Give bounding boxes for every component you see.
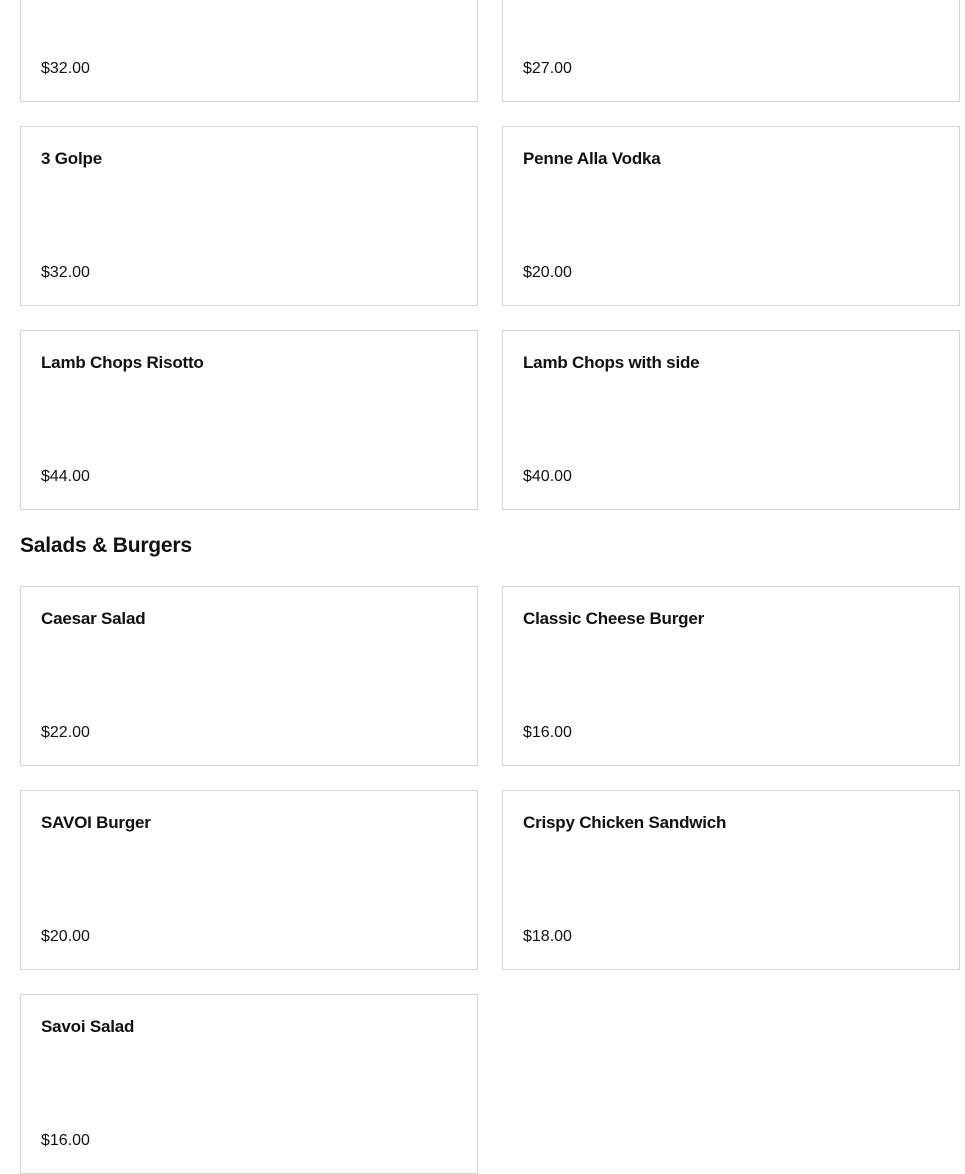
menu-item-name: Crispy Chicken Sandwich (523, 813, 727, 832)
menu-item-card[interactable] (502, 330, 960, 510)
menu-item-name: 3 Golpe (41, 149, 102, 168)
menu-item-card[interactable] (20, 790, 478, 970)
section-heading: Salads & Burgers (20, 534, 192, 557)
menu-item-price: $32.00 (41, 264, 90, 281)
menu-item-card[interactable] (502, 790, 960, 970)
menu-item-price: $20.00 (41, 928, 90, 945)
menu-item-price: $22.00 (41, 724, 90, 741)
menu-item-name: Lamb Chops with side (523, 353, 700, 372)
menu-item-card[interactable] (20, 994, 478, 1174)
menu-item-card[interactable] (20, 126, 478, 306)
menu-item-name: Classic Cheese Burger (523, 609, 704, 628)
menu-item-price: $20.00 (523, 264, 572, 281)
menu-item-price: $16.00 (41, 1132, 90, 1149)
menu-item-name: Penne Alla Vodka (523, 149, 661, 168)
menu-item-price: $27.00 (523, 60, 572, 77)
menu-item-card[interactable] (20, 0, 478, 102)
menu-item-price: $18.00 (523, 928, 572, 945)
menu-item-card[interactable] (20, 330, 478, 510)
menu-item-price: $32.00 (41, 60, 90, 77)
menu-item-price: $44.00 (41, 468, 90, 485)
menu-item-card[interactable] (502, 126, 960, 306)
menu-item-price: $40.00 (523, 468, 572, 485)
menu-item-name: Lamb Chops Risotto (41, 353, 204, 372)
menu-item-card[interactable] (20, 586, 478, 766)
menu-item-name: SAVOI Burger (41, 813, 151, 832)
menu-item-card[interactable] (502, 0, 960, 102)
menu-item-name: Savoi Salad (41, 1017, 135, 1036)
menu-item-card[interactable] (502, 586, 960, 766)
menu-item-name: Caesar Salad (41, 609, 146, 628)
menu-item-price: $16.00 (523, 724, 572, 741)
